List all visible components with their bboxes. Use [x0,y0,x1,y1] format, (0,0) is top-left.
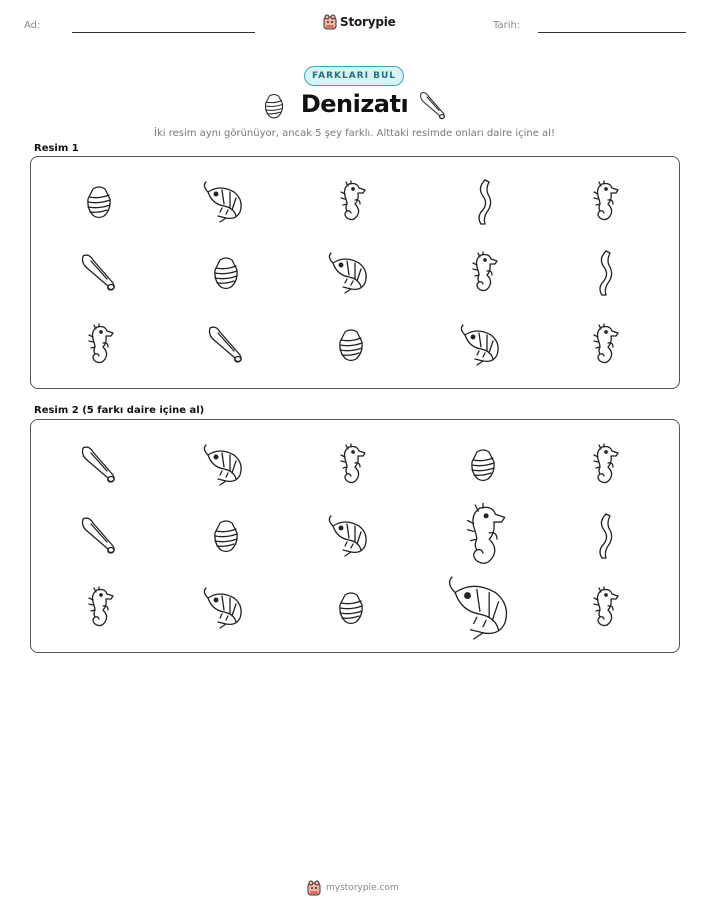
bone-icon [419,91,447,121]
bone-icon[interactable] [83,447,115,482]
picture2-label: Resim 2 (5 farkı daire içine al) [34,405,205,416]
shrimp-icon[interactable] [204,588,241,628]
seahorse-icon[interactable] [89,587,113,626]
shrimp-icon[interactable] [329,516,366,556]
picture1-panel [30,156,680,389]
date-field[interactable] [538,32,686,33]
shrimp-icon[interactable] [204,445,241,485]
seahorse-icon [341,181,365,220]
seaweed-icon [479,180,491,224]
footer [307,880,399,896]
picture1-label: Resim 1 [34,143,79,154]
storypie-mascot-icon [323,14,337,30]
seahorse-icon[interactable] [341,444,365,483]
instructions: İki resim aynı görünüyor, ancak 5 şey farklı. Alttaki resimde onları daire içine al! [154,128,555,139]
bone-icon[interactable] [83,518,115,553]
seahorse-icon[interactable] [594,587,618,626]
seahorse-icon [473,252,497,291]
shrimp-icon [329,253,366,293]
page-title: Denizatı [300,90,409,118]
shell-icon[interactable] [215,521,237,552]
brand-logo [323,14,396,30]
footer-url[interactable]: mystorypie.com [326,883,399,893]
date-label: Tarih: [493,20,521,31]
brand-name: Storypie [340,15,396,29]
storypie-mascot-icon [307,880,321,896]
seahorse-icon[interactable] [594,444,618,483]
seaweed-icon[interactable] [600,514,612,558]
shell-icon [340,330,362,361]
bone-icon [83,255,115,290]
shell-icon [215,258,237,289]
picture2-panel[interactable] [30,419,680,653]
shell-icon[interactable] [340,593,362,624]
shell-icon[interactable] [472,450,494,481]
seahorse-icon [89,324,113,363]
bone-icon [210,327,242,362]
shell-icon [88,187,110,218]
seahorse-icon[interactable] [468,503,505,563]
shrimp-icon [204,182,241,222]
activity-badge: FARKLARI BUL [304,66,404,86]
name-field[interactable] [72,32,255,33]
shrimp-icon[interactable] [450,577,507,639]
shrimp-icon [461,325,498,365]
seaweed-icon [600,251,612,295]
seahorse-icon [594,324,618,363]
seahorse-icon [594,181,618,220]
name-label: Ad: [24,20,41,31]
